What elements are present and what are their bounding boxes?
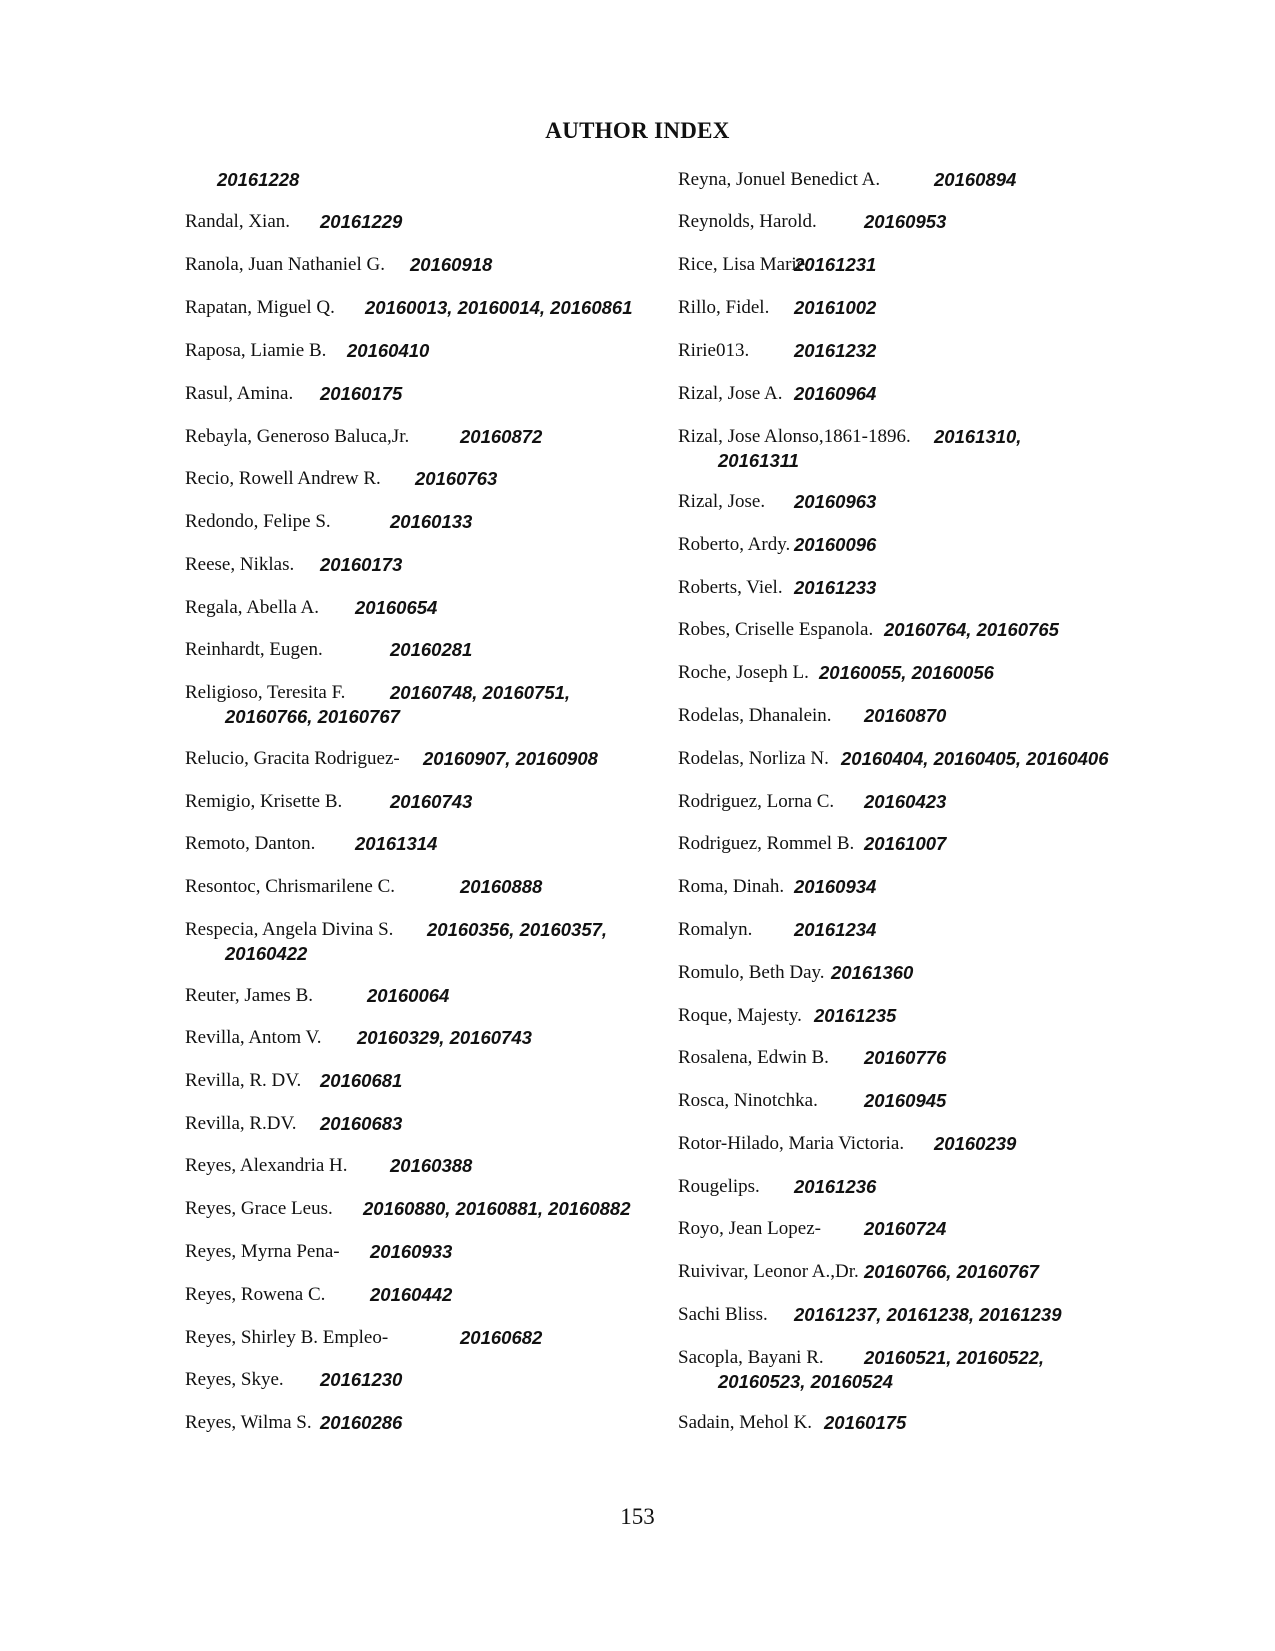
record-numbers: 20160888 xyxy=(460,876,543,897)
author-name: Recio, Rowell Andrew R. xyxy=(185,468,381,489)
record-numbers-continued: 20161311 xyxy=(718,450,799,471)
author-name: Revilla, Antom V. xyxy=(185,1027,322,1048)
author-name: Remoto, Danton. xyxy=(185,833,316,854)
author-name: Reyes, Shirley B. Empleo- xyxy=(185,1327,389,1348)
record-numbers: 20160410 xyxy=(347,340,430,361)
author-name: Rodelas, Dhanalein. xyxy=(678,705,832,726)
record-numbers: 20160776 xyxy=(864,1047,947,1068)
author-name: Rasul, Amina. xyxy=(185,383,294,404)
author-name: Respecia, Angela Divina S. xyxy=(185,919,394,940)
record-numbers: 20160442 xyxy=(370,1284,453,1305)
record-numbers: 20160133 xyxy=(390,511,473,532)
author-name: Sadain, Mehol K. xyxy=(678,1412,813,1433)
author-name: Rosca, Ninotchka. xyxy=(678,1090,818,1111)
record-numbers: 20160894 xyxy=(934,169,1017,190)
record-numbers: 20160964 xyxy=(794,383,877,404)
author-name: Roma, Dinah. xyxy=(678,876,785,897)
record-numbers: 20160880, 20160881, 20160882 xyxy=(363,1198,631,1219)
record-numbers: 20160175 xyxy=(824,1412,907,1433)
record-numbers: 20161310, xyxy=(934,426,1022,447)
record-numbers: 20160934 xyxy=(794,876,877,897)
record-numbers: 20161233 xyxy=(794,577,877,598)
author-name: Religioso, Teresita F. xyxy=(185,682,346,703)
record-numbers: 20160764, 20160765 xyxy=(884,619,1059,640)
record-numbers: 20161228 xyxy=(217,169,300,190)
author-name: Royo, Jean Lopez- xyxy=(678,1218,821,1239)
record-numbers: 20160766, 20160767 xyxy=(864,1261,1039,1282)
record-numbers: 20160654 xyxy=(355,597,438,618)
record-numbers: 20161231 xyxy=(794,254,877,275)
record-numbers: 20160918 xyxy=(410,254,493,275)
author-name: Raposa, Liamie B. xyxy=(185,340,327,361)
record-numbers: 20160239 xyxy=(934,1133,1017,1154)
record-numbers: 20160748, 20160751, xyxy=(390,682,571,703)
record-numbers: 20160963 xyxy=(794,491,877,512)
author-name: Randal, Xian. xyxy=(185,211,291,232)
record-numbers: 20161314 xyxy=(355,833,438,854)
record-numbers: 20160724 xyxy=(864,1218,947,1239)
author-name: Reinhardt, Eugen. xyxy=(185,639,323,660)
record-numbers: 20161234 xyxy=(794,919,877,940)
record-numbers-continued: 20160422 xyxy=(225,943,308,964)
record-numbers: 20160763 xyxy=(415,468,498,489)
record-numbers: 20160681 xyxy=(320,1070,403,1091)
author-name: Rodelas, Norliza N. xyxy=(678,748,829,769)
record-numbers: 20161229 xyxy=(320,211,403,232)
author-name: Reyes, Rowena C. xyxy=(185,1284,326,1305)
author-name: Rapatan, Miguel Q. xyxy=(185,297,335,318)
author-name: Rizal, Jose A. xyxy=(678,383,783,404)
record-numbers: 20160286 xyxy=(320,1412,403,1433)
author-name: Romulo, Beth Day. xyxy=(678,962,825,983)
author-name: Regala, Abella A. xyxy=(185,597,320,618)
record-numbers: 20160175 xyxy=(320,383,403,404)
record-numbers: 20161236 xyxy=(794,1176,877,1197)
author-name: Reyes, Wilma S. xyxy=(185,1412,312,1433)
author-name: Reyes, Myrna Pena- xyxy=(185,1241,340,1262)
author-name: Roberto, Ardy. xyxy=(678,534,791,555)
record-numbers: 20160404, 20160405, 20160406 xyxy=(841,748,1109,769)
author-name: Revilla, R. DV. xyxy=(185,1070,302,1091)
record-numbers: 20160013, 20160014, 20160861 xyxy=(365,297,633,318)
page-number: 153 xyxy=(620,1504,655,1529)
record-numbers: 20160945 xyxy=(864,1090,947,1111)
author-name: Redondo, Felipe S. xyxy=(185,511,331,532)
author-name: Rillo, Fidel. xyxy=(678,297,770,318)
author-name: Ruivivar, Leonor A.,Dr. xyxy=(678,1261,859,1282)
author-name: Rotor-Hilado, Maria Victoria. xyxy=(678,1133,905,1154)
record-numbers: 20160907, 20160908 xyxy=(423,748,598,769)
author-name: Rebayla, Generoso Baluca,Jr. xyxy=(185,426,410,447)
author-name: Romalyn. xyxy=(678,919,753,940)
record-numbers: 20161360 xyxy=(831,962,914,983)
record-numbers: 20160281 xyxy=(390,639,473,660)
record-numbers: 20160055, 20160056 xyxy=(819,662,994,683)
record-numbers: 20160933 xyxy=(370,1241,453,1262)
author-name: Robes, Criselle Espanola. xyxy=(678,619,874,640)
author-name: Reyes, Alexandria H. xyxy=(185,1155,348,1176)
author-name: Remigio, Krisette B. xyxy=(185,791,343,812)
record-numbers: 20161235 xyxy=(814,1005,897,1026)
author-name: Rodriguez, Lorna C. xyxy=(678,791,835,812)
record-numbers: 20160356, 20160357, xyxy=(427,919,608,940)
record-numbers: 20160388 xyxy=(390,1155,473,1176)
author-name: Roche, Joseph L. xyxy=(678,662,809,683)
record-numbers: 20161237, 20161238, 20161239 xyxy=(794,1304,1062,1325)
author-name: Reuter, James B. xyxy=(185,985,313,1006)
record-numbers-continued: 20160523, 20160524 xyxy=(718,1371,893,1392)
record-numbers: 20160682 xyxy=(460,1327,543,1348)
record-numbers: 20161007 xyxy=(864,833,947,854)
record-numbers: 20161230 xyxy=(320,1369,403,1390)
author-name: Rosalena, Edwin B. xyxy=(678,1047,829,1068)
record-numbers: 20160096 xyxy=(794,534,877,555)
author-name: Ririe013. xyxy=(678,340,750,361)
author-name: Roberts, Viel. xyxy=(678,577,783,598)
record-numbers: 20160743 xyxy=(390,791,473,812)
record-numbers: 20160423 xyxy=(864,791,947,812)
record-numbers: 20161002 xyxy=(794,297,877,318)
record-numbers: 20160953 xyxy=(864,211,947,232)
record-numbers: 20160329, 20160743 xyxy=(357,1027,532,1048)
record-numbers: 20160173 xyxy=(320,554,403,575)
author-name: Sachi Bliss. xyxy=(678,1304,768,1325)
author-name: Roque, Majesty. xyxy=(678,1005,802,1026)
author-name: Rizal, Jose. xyxy=(678,491,766,512)
page-title: AUTHOR INDEX xyxy=(545,118,730,143)
record-numbers-continued: 20160766, 20160767 xyxy=(225,706,400,727)
author-name: Rodriguez, Rommel B. xyxy=(678,833,855,854)
author-name: Rougelips. xyxy=(678,1176,760,1197)
author-name: Resontoc, Chrismarilene C. xyxy=(185,876,396,897)
author-name: Reyes, Skye. xyxy=(185,1369,284,1390)
author-name: Rizal, Jose Alonso,1861-1896. xyxy=(678,426,911,447)
record-numbers: 20160064 xyxy=(367,985,450,1006)
author-name: Ranola, Juan Nathaniel G. xyxy=(185,254,385,275)
author-name: Reese, Niklas. xyxy=(185,554,295,575)
author-name: Reyna, Jonuel Benedict A. xyxy=(678,169,881,190)
author-name: Reyes, Grace Leus. xyxy=(185,1198,333,1219)
record-numbers: 20161232 xyxy=(794,340,877,361)
record-numbers: 20160683 xyxy=(320,1113,403,1134)
author-name: Rice, Lisa Marie. xyxy=(678,254,810,275)
record-numbers: 20160870 xyxy=(864,705,947,726)
author-name: Revilla, R.DV. xyxy=(185,1113,297,1134)
author-name: Sacopla, Bayani R. xyxy=(678,1347,824,1368)
record-numbers: 20160872 xyxy=(460,426,543,447)
author-name: Relucio, Gracita Rodriguez- xyxy=(185,748,400,769)
author-name: Reynolds, Harold. xyxy=(678,211,817,232)
record-numbers: 20160521, 20160522, xyxy=(864,1347,1045,1368)
